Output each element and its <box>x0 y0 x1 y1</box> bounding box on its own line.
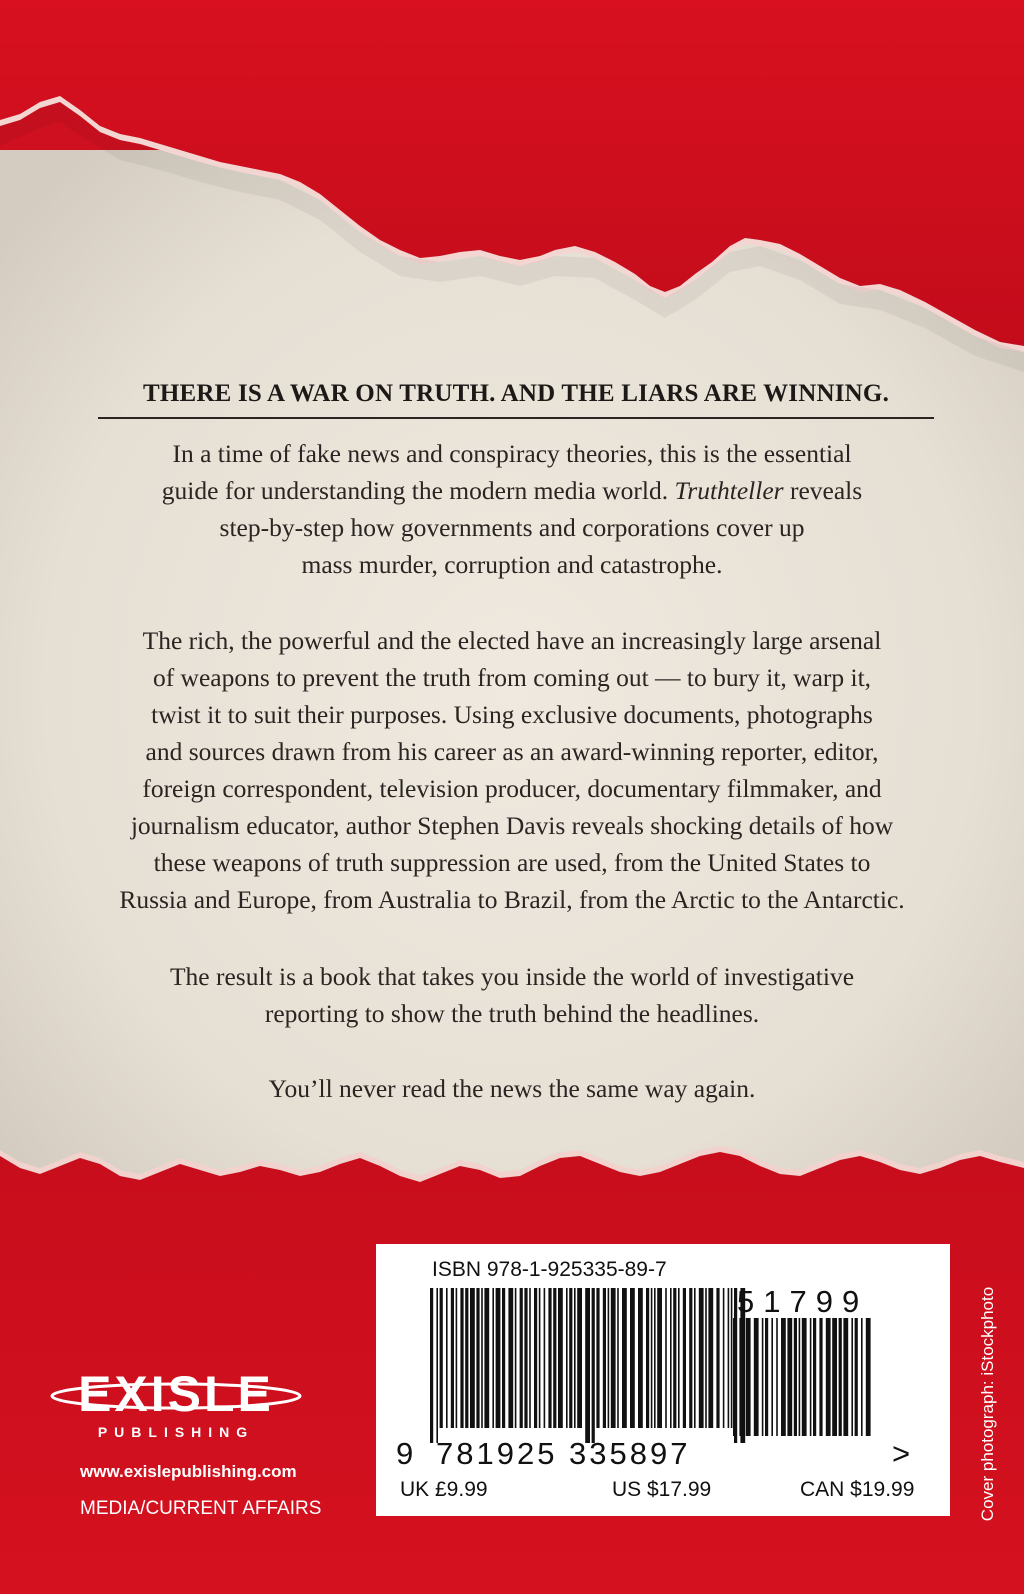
blurb-line <box>40 472 984 509</box>
headline-underline <box>98 417 934 419</box>
publisher-url[interactable]: www.exislepublishing.com <box>80 1462 297 1481</box>
barcode-bar <box>539 1288 541 1428</box>
barcode-bar <box>508 1288 513 1428</box>
barcode-bar <box>534 1288 537 1428</box>
barcode-bar <box>460 1288 463 1428</box>
barcode-bar <box>603 1288 606 1428</box>
barcode-bar <box>762 1318 764 1436</box>
blurb-text: guide for understanding the modern media world. <box>161 476 669 505</box>
barcode-bar <box>733 1318 736 1436</box>
barcode-bar <box>574 1288 576 1428</box>
barcode-bar <box>611 1288 616 1428</box>
barcode-bar <box>585 1288 590 1443</box>
addon-barcode <box>733 1318 873 1443</box>
barcode-bar <box>515 1288 517 1428</box>
logo-subtitle: PUBLISHING <box>97 1424 255 1440</box>
barcode-bar <box>446 1288 448 1428</box>
barcode-bar <box>678 1288 680 1428</box>
barcode-bar <box>754 1318 759 1436</box>
barcode-bar <box>630 1288 635 1428</box>
barcode-bar <box>819 1318 822 1436</box>
barcode-bar <box>617 1288 619 1428</box>
barcode-bar <box>861 1318 863 1436</box>
barcode-bar <box>839 1318 842 1436</box>
blurb-line: reporting to show the truth behind the headlines. <box>264 999 760 1028</box>
addon-digits: 51799 <box>737 1284 869 1319</box>
blurb-line: In a time of fake news and conspiracy theories, this is the essential <box>172 439 852 468</box>
barcode-bar <box>699 1288 704 1428</box>
barcode-bar <box>716 1288 719 1428</box>
category-label: MEDIA/CURRENT AFFAIRS <box>80 1498 322 1519</box>
barcode-bar <box>646 1288 649 1428</box>
barcode-bar <box>608 1288 610 1428</box>
barcode-bar <box>577 1288 582 1428</box>
barcode-bar <box>502 1288 505 1428</box>
ean-digits: 781925 335897 <box>436 1436 691 1471</box>
headline: THERE IS A WAR ON TRUTH. AND THE LIARS ARE WINNING. <box>142 380 890 407</box>
ean-barcode <box>430 1288 760 1443</box>
blurb-text: reveals <box>789 476 863 505</box>
barcode-bar <box>683 1288 686 1428</box>
barcode-bar <box>529 1288 531 1428</box>
barcode-bar <box>548 1288 551 1428</box>
barcode-bar <box>670 1288 672 1428</box>
barcode-bar <box>743 1318 745 1436</box>
barcode-bar <box>728 1288 730 1428</box>
barcode-bar <box>465 1288 468 1428</box>
blurb-line: Russia and Europe, from Australia to Brazil, from the Arctic to the Antarctic. <box>119 885 905 914</box>
barcode-bar <box>705 1288 707 1428</box>
barcode-bar <box>855 1318 858 1436</box>
barcode-bar <box>866 1318 871 1436</box>
barcode-bar <box>746 1318 751 1436</box>
barcode-bar <box>476 1288 479 1428</box>
blurb-line: foreign correspondent, television producer, documentary filmmaker, and <box>142 774 882 803</box>
barcode-bar <box>826 1318 831 1436</box>
book-title: Truthteller <box>674 476 784 505</box>
barcode-bar <box>451 1288 454 1428</box>
blurb-paragraph-4 <box>40 1070 984 1107</box>
barcode-bar <box>558 1288 563 1428</box>
barcode-bar <box>832 1318 837 1436</box>
barcode-bar <box>665 1288 667 1428</box>
blurb-paragraph-2 <box>40 622 984 918</box>
barcode-bar <box>569 1288 572 1428</box>
barcode-bar <box>654 1288 656 1428</box>
barcode-bar <box>723 1288 725 1428</box>
ean-first-digit: 9 <box>396 1436 414 1471</box>
logo-word: EXISLE <box>78 1366 274 1422</box>
barcode-bar <box>776 1318 778 1436</box>
photo-credit: Cover photograph: iStockphoto <box>978 1286 997 1522</box>
barcode-bar <box>689 1288 692 1428</box>
barcode-bar <box>765 1318 768 1436</box>
blurb-paragraph-3 <box>40 958 984 1032</box>
barcode-bar <box>520 1288 523 1428</box>
barcode-bar <box>651 1288 653 1428</box>
barcode-bar <box>481 1288 483 1428</box>
barcode-bar <box>802 1318 807 1436</box>
barcode-bar <box>596 1288 599 1428</box>
price-uk: UK £9.99 <box>400 1478 488 1501</box>
barcode-bar <box>553 1288 556 1428</box>
blurb-line: and sources drawn from his career as an award-winning reporter, editor, <box>145 737 879 766</box>
blurb-line: twist it to suit their purposes. Using exclusive documents, photographs <box>151 700 873 729</box>
price-can: CAN $19.99 <box>800 1478 915 1501</box>
barcode-bar <box>708 1288 713 1428</box>
blurb-line: You’ll never read the news the same way again. <box>268 1074 756 1103</box>
barcode-bar <box>771 1318 773 1436</box>
barcode-bar <box>524 1288 527 1428</box>
publisher-logo <box>48 1366 304 1456</box>
barcode-panel <box>376 1244 950 1516</box>
barcode-bar <box>440 1288 443 1428</box>
blurb-line: step-by-step how governments and corporations cover up <box>219 513 805 542</box>
barcode-bar <box>436 1288 438 1443</box>
barcode-bar <box>781 1318 786 1436</box>
barcode-bar <box>622 1288 627 1428</box>
barcode-bar <box>638 1288 643 1428</box>
blurb-line: mass murder, corruption and catastrophe. <box>301 550 723 579</box>
barcode-bar <box>456 1288 458 1428</box>
blurb-line: The rich, the powerful and the elected have an increasingly large arsenal <box>142 626 882 655</box>
barcode-bar <box>787 1318 792 1436</box>
barcode-bar <box>851 1318 853 1436</box>
blurb-line: journalism educator, author Stephen Davis reveals shocking details of how <box>130 811 894 840</box>
barcode-bar <box>496 1288 501 1428</box>
barcode-bar <box>544 1288 546 1428</box>
blurb-line: The result is a book that takes you inside the world of investigative <box>169 962 855 991</box>
barcode-bar <box>592 1288 595 1443</box>
barcode-bar <box>470 1288 475 1428</box>
barcode-bar <box>799 1318 801 1436</box>
barcode-bar <box>694 1288 696 1428</box>
price-us: US $17.99 <box>612 1478 712 1501</box>
barcode-bar <box>673 1288 676 1428</box>
barcode-bar <box>484 1288 489 1428</box>
barcode-bar <box>810 1318 812 1436</box>
barcode-bar <box>843 1318 848 1436</box>
barcode-bar <box>813 1318 816 1436</box>
blurb-paragraph-1 <box>40 435 984 583</box>
blurb-line: these weapons of truth suppression are used, from the United States to <box>153 848 871 877</box>
barcode-bar <box>566 1288 568 1428</box>
blurb-line: of weapons to prevent the truth from coming out — to bury it, warp it, <box>152 663 872 692</box>
barcode-bar <box>794 1318 797 1436</box>
barcode-bar <box>492 1288 494 1428</box>
barcode-bar <box>657 1288 662 1428</box>
isbn-label: ISBN 978-1-925335-89-7 <box>432 1258 667 1281</box>
addon-arrow: > <box>892 1436 911 1471</box>
barcode-bar <box>430 1288 433 1443</box>
barcode-bar <box>739 1318 741 1436</box>
